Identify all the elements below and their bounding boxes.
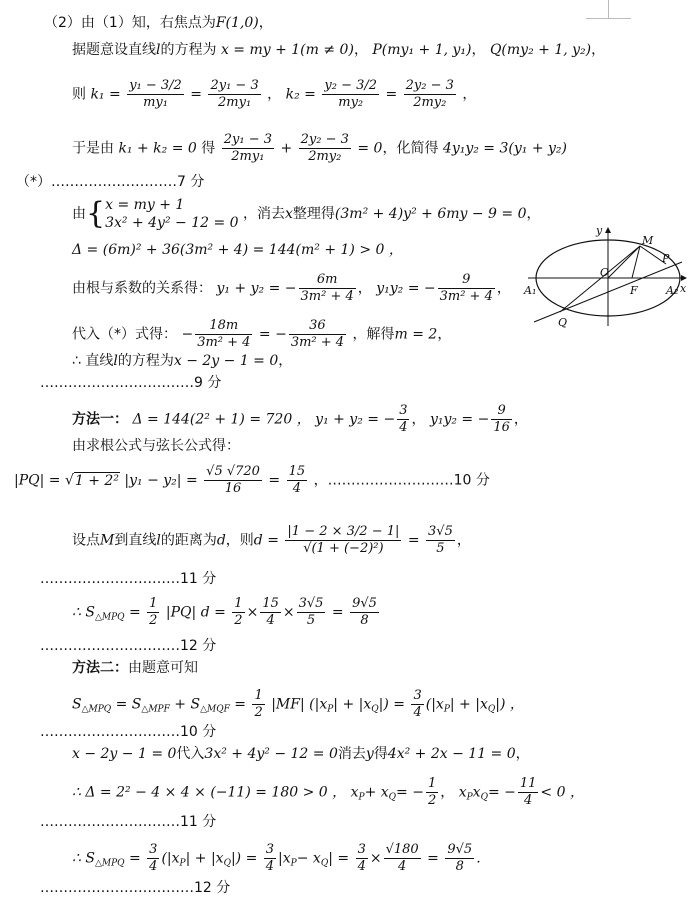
fraction: $\frac{\text{2y₂ − 3}}{\text{2my₂}}$ <box>405 78 454 110</box>
area-line-method-one: ∴ $S_{\triangle MPQ}$ = $\frac{1}{2}$ |PQ| d = $\frac{1}{2}$ × $\frac{15}{4}$ × $\frac{3√5}{5}$ = $\frac{9√5}{8}$ <box>72 596 377 628</box>
text: ， <box>591 42 606 58</box>
text: ， <box>258 15 273 31</box>
distance-line: 设点M到直线l的距离为d，则d = $\frac{|1 - 2 \times 3/2 - 1|}{\text{√(1 + (−2)²)}}$ = $\frac{3√5}{5}$ ， <box>72 524 471 556</box>
fraction: $\frac{3}{4}$ <box>399 403 408 435</box>
text: 由根与系数的关系得： <box>72 280 212 297</box>
math: l <box>113 353 118 369</box>
brace: { <box>86 196 106 231</box>
math: y₁ + y₂ = − <box>216 280 297 297</box>
text: 于是由 <box>72 140 114 157</box>
area-line-method-two: ∴ $S_{\triangle MPQ}$ = $\frac{3}{4}$ $(|x_P| + |x_Q|)$ = $\frac{3}{4}$ $|x_P- x_Q|$ = $\frac{3}{4}$ × $\frac{√180}{4}$ = $\frac{9√5}{8}$ ． <box>72 842 491 874</box>
fraction: $\frac{|1 - 2 \times 3/2 - 1|}{\text{√(1 + (−2)²)}}$ <box>287 524 400 556</box>
score-marker-11-b: …………………………11 分 <box>40 814 217 830</box>
fraction: $\frac{1}{2}$ <box>149 596 158 628</box>
method-two-line: 方法二：由题意可知 <box>72 660 198 676</box>
fraction: $\frac{15}{4}$ <box>288 464 306 496</box>
score-marker-7 <box>16 172 204 192</box>
math: = 0 <box>357 140 383 157</box>
fraction: $\frac{√180}{4}$ <box>385 842 419 874</box>
score-marker-10-b: …………………………10 分 <box>40 724 217 740</box>
label-F: F <box>630 284 638 297</box>
fraction: $\frac{\text{y₁ − 3/2}}{\text{my₁}}$ <box>129 78 182 110</box>
fraction: $\frac{3}{4}$ <box>265 842 275 874</box>
text: 整理得 <box>292 206 335 222</box>
solution-line-9: 代入（*）式得： − $\frac{18m}{\text{3m² + 4}}$ = − $\frac{36}{\text{3m² + 4}}$ ，解得m = 2， <box>72 318 452 350</box>
math: k₁ = <box>90 86 121 103</box>
fraction: $\frac{11}{4}$ <box>519 776 537 808</box>
discriminant-line: ∴ Δ = 2² − 4 × 4 × (−11) = 180 > 0 ， $x_P+ x_Q=$ − $\frac{1}{2}$ ， $x_Px_Q=$ − $\frac{11}{4}$ < 0 ， <box>72 776 584 808</box>
math: P(my₁ + 1, y₁) <box>372 42 472 58</box>
text: ， <box>353 42 368 58</box>
text: 的方程为 <box>117 353 174 369</box>
math: |y₁ − y₂| = <box>124 472 198 489</box>
text: 的方程为 <box>160 42 217 58</box>
sqrt: 1 + 2² <box>74 472 119 489</box>
fraction: $\frac{1}{2}$ <box>234 596 243 628</box>
segment-QM <box>560 246 640 312</box>
math: x <box>285 206 293 222</box>
fraction: $\frac{3√5}{5}$ <box>298 596 324 628</box>
fraction: $\frac{\text{2y₁ − 3}}{\text{2my₁}}$ <box>210 78 259 110</box>
math: F(1,0) <box>215 15 259 31</box>
math: k₁ + k₂ = 0 <box>118 140 197 157</box>
fraction: $\frac{√5 √720}{16}$ <box>206 464 260 496</box>
text: 由求根公式与弦长公式得： <box>72 438 240 454</box>
text: 得 <box>201 140 216 157</box>
fraction: $\frac{\text{2y₂ − 3}}{\text{2my₂}}$ <box>300 132 349 164</box>
label-y: y <box>596 224 603 237</box>
math: x − 2y − 1 = 0 <box>173 353 279 369</box>
score-marker-11: …………………………11 分 <box>40 571 217 587</box>
solution-line-4: 于是由 k₁ + k₂ = 0 得 $\frac{\text{2y₁ − 3}}{\text{2my₁}}$ + $\frac{\text{2y₂ − 3}}{\text{2my₂}}$ = 0，化简得 4y₁y₂ = 3(y₁ + y₂) <box>72 132 567 164</box>
math: l <box>156 42 161 58</box>
page-corner-mark <box>586 0 609 19</box>
math: (3m² + 4)y² + 6my − 9 = 0 <box>334 206 527 222</box>
score-marker-12-b: ……………………………12 分 <box>40 880 231 896</box>
solution-line-10: ∴ 直线l的方程为x − 2y − 1 = 0， <box>72 353 293 369</box>
math: y₁ + y₂ = − <box>315 411 396 428</box>
fraction: $\frac{\text{y₂ − 3/2}}{\text{my₂}}$ <box>324 78 378 110</box>
page-corner-mark <box>608 0 631 19</box>
math: 4y₁y₂ = 3(y₁ + y₂) <box>442 140 567 157</box>
math: Q(my₂ + 1, y₂) <box>489 42 592 58</box>
fraction: $\frac{9}{16}$ <box>493 403 510 435</box>
text: ，消去 <box>243 206 286 222</box>
fraction: $\frac{9√5}{8}$ <box>447 842 473 874</box>
method-one-line: 方法一： Δ = 144(2² + 1) = 720 ， y₁ + y₂ = − $\frac{3}{4}$ ， y₁y₂ = − $\frac{9}{16}$ ， <box>72 403 528 435</box>
label-P: P <box>662 252 670 265</box>
label-Q: Q <box>558 316 568 329</box>
text: 由 <box>72 206 86 222</box>
solution-line-2 <box>72 40 605 60</box>
solution-line-8: 由根与系数的关系得： y₁ + y₂ = − $\frac{6m}{\text{3m² + 4}}$ ， y₁y₂ = − $\frac{9}{\text{3m² + 4}}$ ， <box>72 272 511 304</box>
substitution-line: x − 2y − 1 = 0代入3x² + 4y² − 12 = 0消去y得4x² + 2x − 11 = 0， <box>72 746 530 762</box>
text: ，解得 <box>352 326 395 343</box>
equation-system: x = my + 1 3x² + 4y² − 12 = 0 <box>105 197 239 231</box>
label-A1: A₁ <box>524 284 537 297</box>
score-marker-9 <box>40 373 221 393</box>
math: m = 2 <box>394 326 438 343</box>
text: 则 <box>72 86 86 103</box>
label-M: M <box>642 234 654 247</box>
text: （2）由（1）知，右焦点为 <box>44 15 216 31</box>
fraction: $\frac{6m}{\text{3m² + 4}}$ <box>300 272 354 304</box>
fraction: $\frac{18m}{\text{3m² + 4}}$ <box>197 318 251 350</box>
score-marker-10: ，………………………10 分 <box>313 472 490 489</box>
solution-line-3: 则 k₁ = $\frac{\text{y₁ − 3/2}}{\text{my₁}}$ = $\frac{\text{2y₁ − 3}}{\text{2my₁}}$ ， k₂ = $\frac{\text{y₂ − 3/2}}{\text{my₂}}$ = $\frac{\text{2y₂ − 3}}{\text{2my₂}}$ ， <box>72 78 477 110</box>
label-A2: A₂ <box>666 284 679 297</box>
solution-line-6 <box>72 196 541 232</box>
fraction: $\frac{3}{4}$ <box>149 842 158 874</box>
fraction: $\frac{36}{\text{3m² + 4}}$ <box>290 318 345 350</box>
math: Δ = 144(2² + 1) = 720 ， <box>132 411 311 428</box>
fraction: $\frac{3√5}{5}$ <box>428 524 453 556</box>
text: ， <box>526 206 541 222</box>
math: = − <box>258 326 287 343</box>
text: ，化简得 <box>382 140 439 157</box>
fraction: $\frac{3}{4}$ <box>357 842 366 874</box>
text: ， <box>471 42 486 58</box>
method-one-heading: 方法一： <box>72 411 128 428</box>
text: ∴ 直线 <box>72 353 114 369</box>
math: y₁y₂ = − <box>376 280 436 297</box>
fraction: $\frac{9√5}{8}$ <box>352 596 377 628</box>
fraction: $\frac{3}{4}$ <box>413 688 422 720</box>
ellipse-figure <box>520 222 690 334</box>
math: Δ = (6m)² + 36(3m² + 4) = 144(m² + 1) > 0 ， <box>72 242 403 258</box>
fraction: $\frac{15}{4}$ <box>262 596 279 628</box>
solution-line-7 <box>72 240 403 260</box>
math: |PQ| = <box>14 472 61 489</box>
math: y₁y₂ = − <box>429 411 490 428</box>
area-sum-line: $S_{\triangle MPQ} = S_{\triangle MPF} + S_{\triangle MQF}$ = $\frac{1}{2}$ |MF| $(|x_P| + |x_Q|)$ = $\frac{3}{4}$ $(|x_P| + |x_Q|)$ ， <box>72 688 524 720</box>
text: ……………………………9 分 <box>40 375 222 391</box>
score-marker-12: …………………………12 分 <box>40 638 217 654</box>
solution-line-1 <box>44 13 273 33</box>
text: 据题意设直线 <box>72 42 156 58</box>
text: （*）………………………7 分 <box>16 174 205 190</box>
math: k₂ = <box>285 86 316 103</box>
fraction: $\frac{1}{2}$ <box>427 776 437 808</box>
label-O: O <box>600 266 610 279</box>
segment-OM <box>608 246 640 278</box>
fraction: $\frac{9}{\text{3m² + 4}}$ <box>439 272 493 304</box>
solution-line-13 <box>72 436 240 456</box>
text: 代入（*）式得： <box>72 326 177 343</box>
method-two-heading: 方法二： <box>72 660 128 676</box>
chord-length-line: |PQ| = √1 + 2² |y₁ − y₂| = $\frac{√5 √720}{16}$ = $\frac{15}{4}$ ，………………………10 分 <box>14 464 490 496</box>
fraction: $\frac{1}{2}$ <box>254 688 263 720</box>
segment-MF <box>632 246 640 278</box>
fraction: $\frac{\text{2y₁ − 3}}{\text{2my₁}}$ <box>223 132 272 164</box>
label-x: x <box>680 282 687 295</box>
math: x = my + 1(m ≠ 0) <box>220 42 354 58</box>
